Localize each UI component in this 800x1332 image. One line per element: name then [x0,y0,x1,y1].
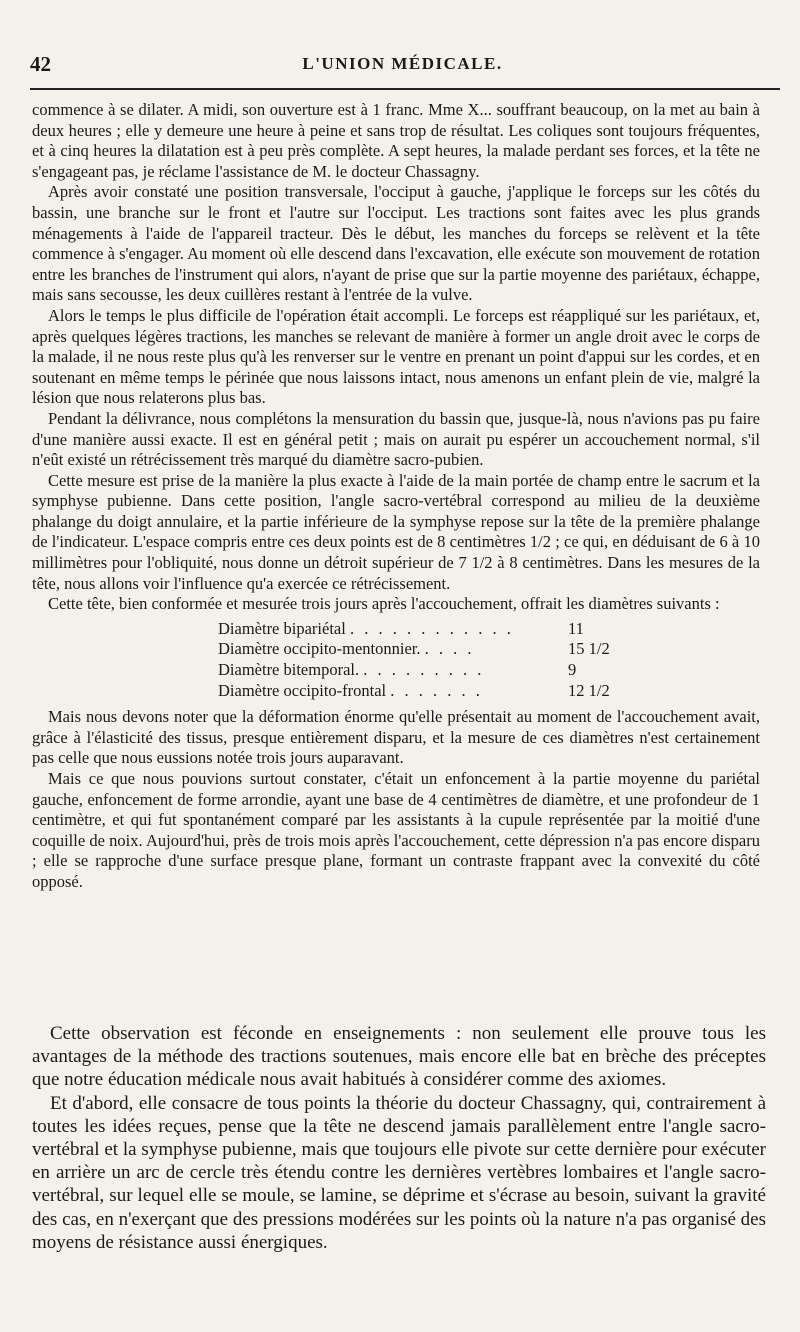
paragraph: Alors le temps le plus difficile de l'opération était accompli. Le forceps est réappliqué sur les pariétaux, et, après quelques légères tractions, les manches se relevant de manière à former un angle droit avec le corps de la malade, il ne nous reste plus qu'à les renverser sur le ventre en prenant un point d'appui sur les cordes, et en soutenant en même temps le périnée que nous laissons intact, nous amenons un enfant plein de vie, malgré la lésion que nous relaterons plus bas. [32,305,760,408]
body-text-small [32,100,760,893]
paragraph: Cette mesure est prise de la manière la plus exacte à l'aide de la main portée de champ entre le sacrum et la symphyse pubienne. Dans cette position, l'angle sacro-vertébral correspond au milieu de la deuxième phalange du doigt annulaire, et la partie inférieure de la symphyse repose sur la tête de la première phalange de l'indicateur. L'espace compris entre ces deux points est de 8 centimètres 1/2 ; ce qui, en déduisant de 6 à 10 millimètres pour l'obliquité, nous donne un détroit supérieur de 7 1/2 à 8 centimètres. Dans les mesures de la tête, nous allons voir l'influence qu'a exercée ce rétrécissement. [32,470,760,593]
measure-value: 15 1/2 [568,639,610,659]
page-number: 42 [30,52,51,76]
body-text-large [32,1022,766,1254]
table-row [218,619,638,640]
measure-label: Diamètre bipariétal . . . . . . . . . . . . [218,618,514,638]
paragraph: Cette tête, bien conformée et mesurée trois jours après l'accouchement, offrait les diamètres suivants : [48,594,720,614]
paragraph: Mais nous devons noter que la déformation énorme qu'elle présentait au moment de l'accouchement avait, grâce à l'élasticité des tissus, presque entièrement disparu, et la mesure de ces diamètres n'est certainement pas celle que nous eussions notée trois jours auparavant. [32,707,760,768]
table-row [218,639,638,660]
measure-value: 9 [568,660,577,680]
table-row [218,681,638,702]
running-title: L'UNION MÉDICALE. [302,54,503,73]
measure-value: 12 1/2 [568,680,610,700]
measure-label: Diamètre occipito-mentonnier. . . . . [218,639,475,659]
table-row [218,660,638,681]
paragraph: Après avoir constaté une position transversale, l'occiput à gauche, j'applique le forceps sur les côtés du bassin, une branche sur le front et l'autre sur l'occiput. Les tractions sont faites avec les plus grands ménagements à l'aide de l'appareil tracteur. Dès le début, les manches du forceps se relèvent et la tête commence à s'engager. Au moment où elle descend dans l'excavation, elle exécute son mouvement de rotation entre les branches de l'instrument qui alors, n'ayant de prise que sur la partie moyenne des pariétaux, échappe, mais sans secousse, les deux cuillères restant à l'entrée de la vulve. [32,182,760,305]
paragraph: commence à se dilater. A midi, son ouverture est à 1 franc. Mme X... souffrant beaucoup, on la met au bain à deux heures ; elle y demeure une heure à peine et sans trop de résultat. Les coliques sont toujours fréquentes, et à cinq heures la dilatation est à peu près complète. A sept heures, la malade perdant ses forces, et la tête ne s'engageant pas, je réclame l'assistance de M. le docteur Chassagny. [32,100,760,181]
page-header [30,52,775,84]
measure-label: Diamètre bitemporal. . . . . . . . . . [218,660,485,680]
measure-value: 11 [568,618,584,638]
paragraph: Cette observation est féconde en enseignements : non seulement elle prouve tous les avantages de la méthode des tractions soutenues, mais encore elle bat en brèche des préceptes que notre éducation médicale nous avait habitués à considérer comme des axiomes. [32,1023,766,1091]
paragraph: Mais ce que nous pouvions surtout constater, c'était un enfoncement à la partie moyenne du pariétal gauche, enfoncement de forme arrondie, ayant une base de 4 centimètres de diamètre, et une profondeur de 1 centimètre, et qui fut spontanément comparé par les assistants à la cupule représentée par la moitié d'une coquille de noix. Aujourd'hui, près de trois mois après l'accouchement, cette dépression n'a pas encore disparu ; elle se rapproche d'une surface presque plane, formant un contraste frappant avec la convexité du côté opposé. [32,769,760,891]
paragraph: Et d'abord, elle consacre de tous points la théorie du docteur Chassagny, qui, contrairement à toutes les idées reçues, pense que la tête ne descend jamais parallèlement entre l'angle sacro-vertébral et la symphyse pubienne, mais que toujours elle pivote sur cette dernière pour exécuter en arrière un arc de cercle très étendu contre les dernières vertèbres lombaires et l'angle sacro-vertébral, sur lequel elle se moule, se lamine, se déprime et s'écrase au besoin, suivant la gravité des cas, en n'exerçant que des pressions modérées sur les points où la nature n'a pas organisé des moyens de résistance aussi énergiques. [32,1092,766,1253]
measurements-table [218,619,638,701]
paragraph: Pendant la délivrance, nous complétons la mensuration du bassin que, jusque-là, nous n'avions pas pu faire d'une manière aussi exacte. Il est en général petit ; mais on aurait pu espérer un accouchement normal, s'il n'eût existé un rétrécissement très marqué du diamètre sacro-pubien. [32,408,760,470]
measure-label: Diamètre occipito-frontal . . . . . . . [218,680,483,700]
header-rule [30,88,780,90]
